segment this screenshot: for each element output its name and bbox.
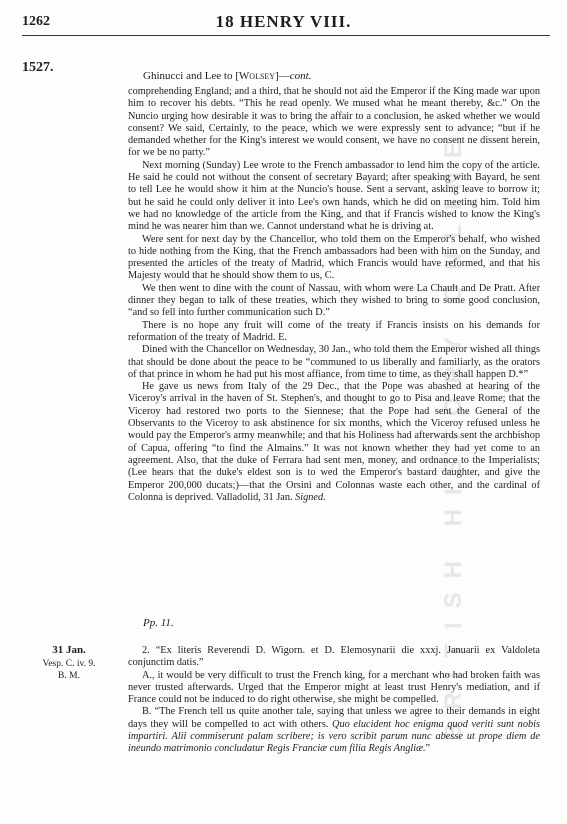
heading-post: ]— xyxy=(275,70,290,82)
paragraph: Were sent for next day by the Chancellor, who told them on the Emperor's behalf, who wished to hide nothing from the King, that the French ambassadors had been with him on the Sunday, and presented the articles of the treaty of Madrid, which Francis would have reformed, and that his Majesty would that he should show them to us, C. xyxy=(128,233,540,282)
heading-cont: cont. xyxy=(289,70,312,82)
heading-name: Wolsey xyxy=(238,70,276,82)
margin-date: 31 Jan. xyxy=(52,644,86,656)
page-number: 1262 xyxy=(22,14,50,29)
paragraph: Dined with the Chancellor on Wednesday, 30 Jan., who told them the Emperor wished all things that should be done about the peace to be “communed to us liberally and familiarly, as the orators of that prince in whom he had put his most affiance, from time to time, as they shall happen D.*” xyxy=(128,344,540,380)
page-count: Pp. 11. xyxy=(143,617,174,629)
doc2-title: 2. “Ex literis Reverendi D. Wigorn. et D. Elemosynarii die xxxj. Januarii ex Valdoleta conjunctim datis.” xyxy=(128,645,540,669)
doc2-para-b-text: B. “The French tell us quite another tale, saying that unless we agree to their demands in eight days they will be compelled to act with others. xyxy=(128,706,540,730)
signed-note: Signed. xyxy=(295,491,326,503)
paragraph: comprehending England; and a third, that he should not aid the Emperor if the King made war upon him to recover his debts. “This he read openly. We mused what he meant thereby, &c.” On the Nuncio urging how desirable it was to bring the affair to a conclusion, he asked whether we would consent? We said, Certainly, to the peace, which we were expressly sent to advance; “but if he demanded whether for the King's interest we would consent, we have no consent ne dissent herein, for we be no party.” xyxy=(128,86,540,159)
heading-pre: Ghinucci and Lee to [ xyxy=(143,70,239,82)
margin-location: B. M. xyxy=(58,671,80,681)
paragraph: We then went to dine with the count of Nassau, with whom were La Chault and De Pratt. After dinner they began to talk of these treaties, which they wished to bring to some good conclusion, “and so fell into further communication such D.” xyxy=(128,282,540,319)
paragraph: There is no hope any fruit will come of the treaty if Francis insists on his demands for reformation of the treaty of Madrid. E. xyxy=(128,319,540,343)
paragraph-text: He gave us news from Italy of the 29 Dec., that the Pope was abashed at hearing of the Viceroy's arrival in the haven of St. Stephen's, and thought to go to Pisa and leave Rome; that the Viceroy had restored two ports to the Siennese; that the Pope had sent the General of the Observants to the Viceroy to ask abstinence for six months, which the Viceroy refused unless he would pay the Emperor's army meanwhile; and that his Holiness had afterwards sent the archbishop of Capua, offering “to find the Almains.” It was not known whether they had yet come to an agreement. Also, that the duke of Ferrara had sent men, money, and ordnance to the Imperialists; (Lee hears that the duke's eldest son is to wed the Emperor's bastard daughter, and give the Emperor 200,000 ducats;)—that the Orsini and Colonnas waste each other, and the cardinal of Colonna is deprived. Valladolid, 31 Jan. xyxy=(128,381,540,503)
doc2-para-a: A., it would be very difficult to trust the French king, for a merchant who had broken faith was never trusted afterwards. Urged that the Emperor might at least trust Henry's mediation, and if France could not be induced to do right otherwise, she might be compelled. xyxy=(128,669,540,706)
paragraph: Next morning (Sunday) Lee wrote to the French ambassador to lend him the copy of the article. He said he could not without the consent of secretary Bayard; after speaking with Bayard, he sent to tell Lee he would show it him at the Nuncio's house. Sent a servant, asking leave to borrow it; but he said he could only deliver it into Lee's own hands, which he did on meeting him. Told him we had no knowledge of the article from the King, and that if Francis wished to know the King's mind he was nearer him than we. Cannot understand what he is driving at. xyxy=(128,159,540,233)
year-marker: 1527. xyxy=(22,60,54,75)
doc2-para-b: B. “The French tell us quite another tale, saying that unless we agree to their demands in eight days they will be compelled to act with others. Quo elucident hoc enigma quod veriti sunt nobis impartiri. Alii commiserunt palam scribere; is vero scribit parum nunc abesse ut prope diem de ineundo matrimonio concludatur Regis Franciæ cum filia Regis Angliæ.” xyxy=(128,706,540,755)
running-head: 18 HENRY VIII. xyxy=(215,12,352,31)
letter-body xyxy=(128,86,540,504)
doc2-latin: Quo elucident hoc enigma quod veriti sunt nobis impartiri. Alii commiserunt palam scribere; is vero scribit parum nunc abesse ut prope diem de ineundo matrimonio concludatur Regis Franciæ cum filia Regis Angliæ. xyxy=(128,718,540,755)
paragraph-last xyxy=(128,381,540,504)
section-heading xyxy=(143,70,311,82)
watermark: BRITISH HISTORY ONLINE xyxy=(440,128,467,742)
margin-reference: Vesp. C. iv. 9. xyxy=(42,659,96,669)
document-2 xyxy=(128,645,540,756)
